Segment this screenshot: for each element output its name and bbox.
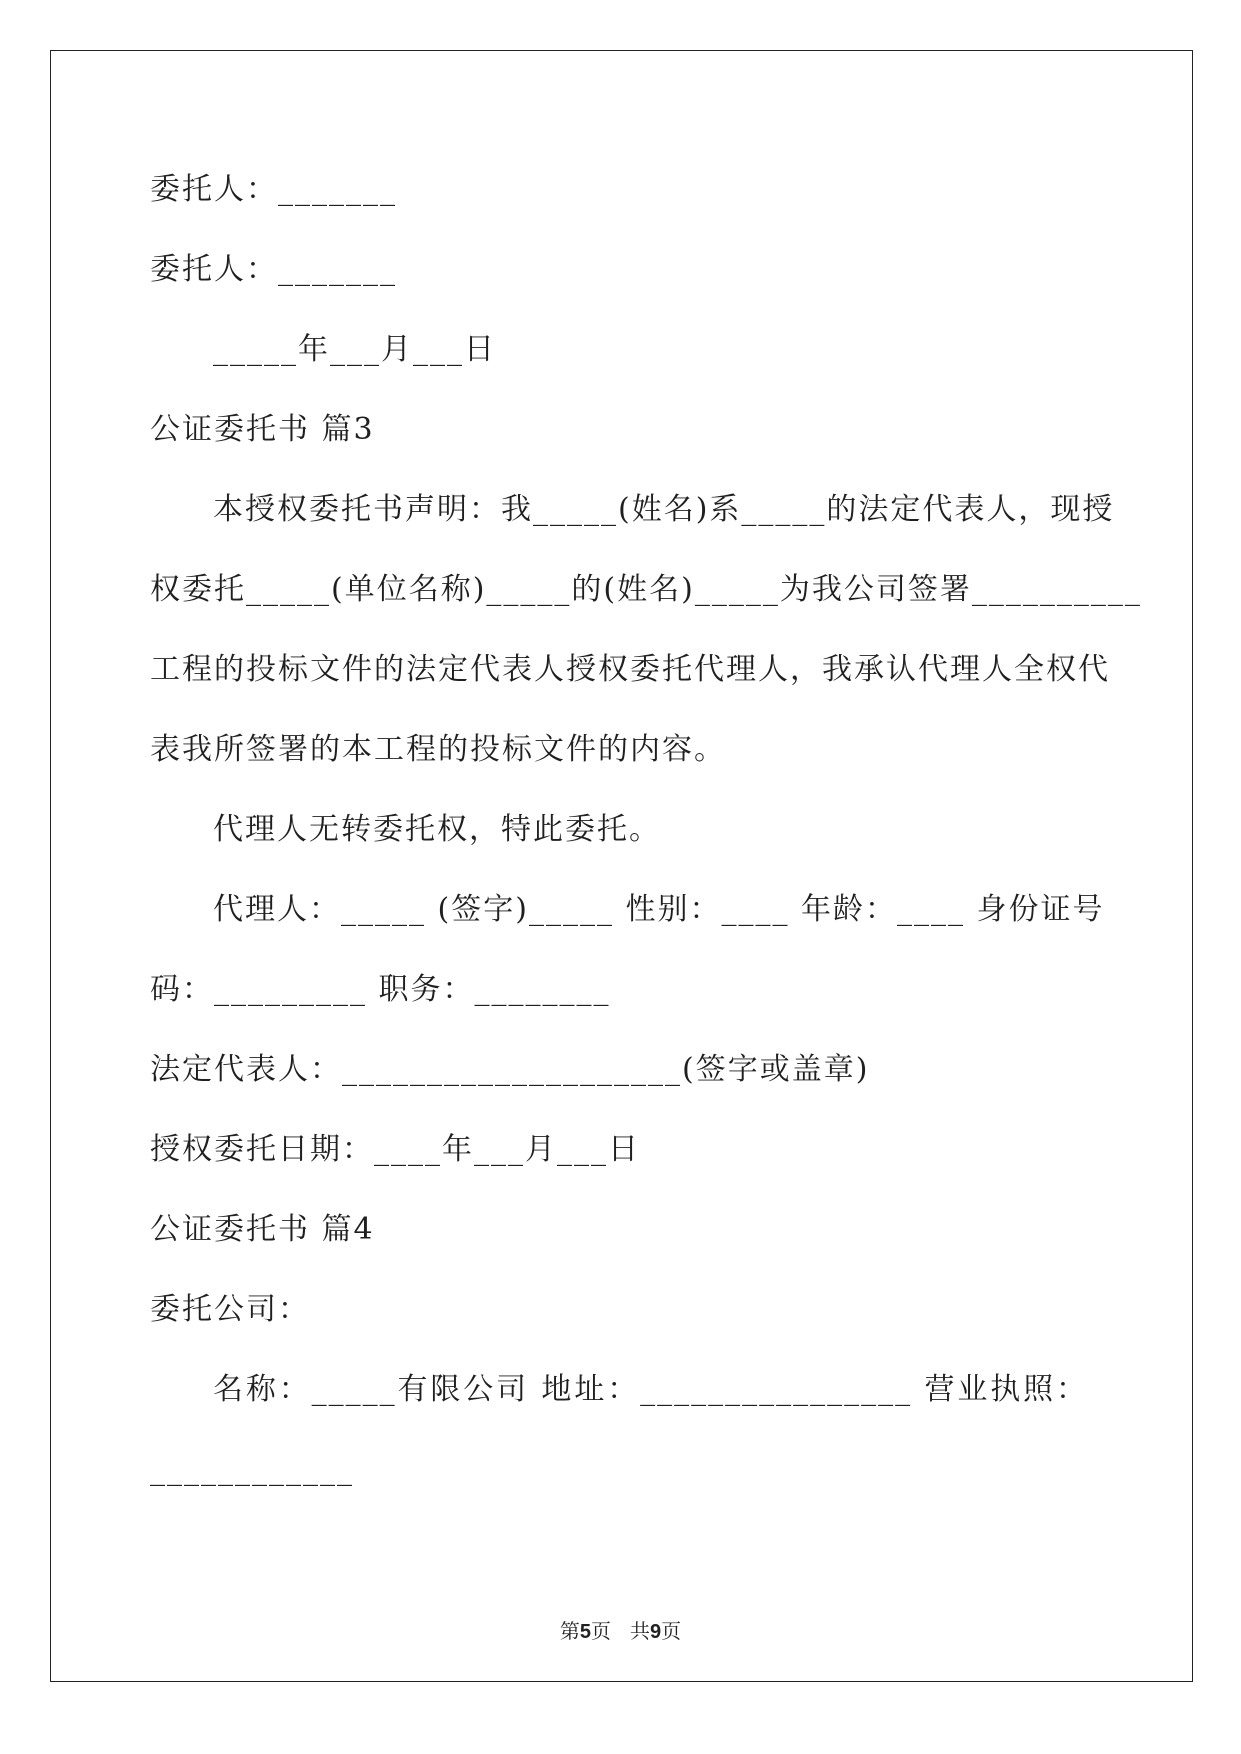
principal-line-1: 委托人：_______	[150, 172, 397, 207]
section-heading-3: 公证委托书 篇3	[150, 412, 375, 447]
page-footer	[0, 1618, 1241, 1645]
body-paragraph-line-1: 本授权委托书声明：我_____(姓名)系_____的法定代表人，现授	[213, 492, 1115, 527]
current-page-number: 5	[579, 1621, 591, 1643]
date-line: _____年___月___日	[213, 332, 496, 367]
body-paragraph-line-3: 工程的投标文件的法定代表人授权委托代理人，我承认代理人全权代	[150, 652, 1110, 687]
body-paragraph-line-2: 权委托_____(单位名称)_____的(姓名)_____为我公司签署__________	[150, 572, 1142, 607]
company-info-line-1: 名称：_____有限公司 地址：________________ 营业执照：	[213, 1372, 1088, 1407]
authorization-date-line: 授权委托日期：____年___月___日	[150, 1132, 640, 1167]
agent-info-line-2: 码：_________ 职务：________	[150, 972, 611, 1007]
page-frame	[50, 50, 1193, 1682]
principal-line-2: 委托人：_______	[150, 252, 397, 287]
entrusting-company-label: 委托公司：	[150, 1292, 310, 1327]
agent-info-line-1: 代理人：_____ (签字)_____ 性别：____ 年龄：____ 身份证号	[213, 892, 1105, 927]
page-prefix: 第	[559, 1619, 580, 1643]
body-paragraph-line-4: 表我所签署的本工程的投标文件的内容。	[150, 732, 726, 767]
page-suffix: 页	[590, 1619, 611, 1643]
company-info-line-2: ____________	[150, 1452, 354, 1487]
total-pages-number: 9	[650, 1621, 662, 1643]
no-subdelegation-line: 代理人无转委托权，特此委托。	[213, 812, 661, 847]
section-heading-4: 公证委托书 篇4	[150, 1212, 375, 1247]
legal-representative-line: 法定代表人：____________________(签字或盖章)	[150, 1052, 870, 1087]
total-prefix: 共	[630, 1619, 651, 1643]
total-suffix: 页	[661, 1619, 682, 1643]
